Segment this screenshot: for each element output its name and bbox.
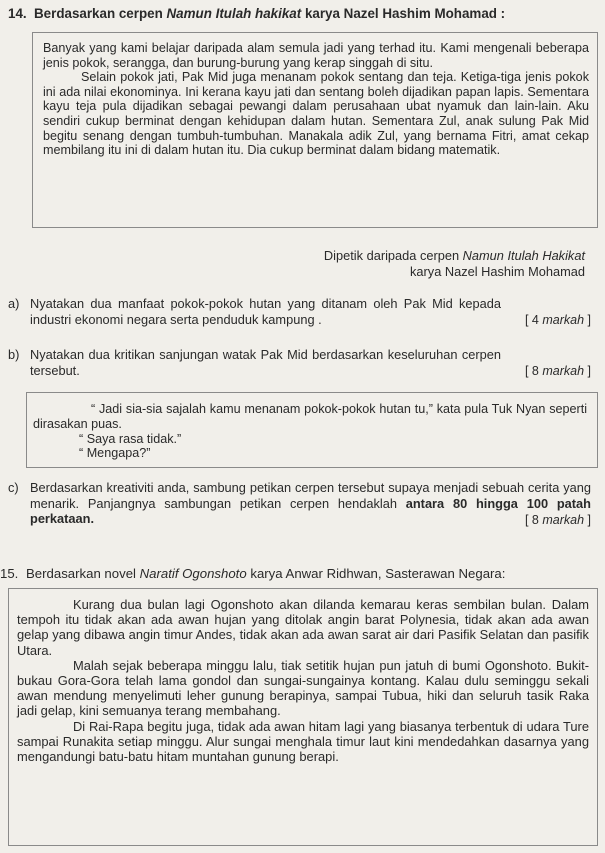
question-15-heading [0,566,600,582]
question-intro: Berdasarkan cerpen [34,6,163,21]
question-14c-word-limit: antara 80 hingga 100 patah perkataan. [30,495,591,526]
quote-box [26,392,598,468]
question-rest: karya Nazel Hashim Mohamad : [304,6,506,21]
attribution-line-1: Dipetik daripada cerpen Namun Itulah Hakikat [323,248,585,263]
question-14c-marks: [ 8 markah ] [524,512,591,527]
question-14b [8,347,591,379]
question-14c-text: Berdasarkan kreativiti anda, sambung petikan cerpen tersebut supaya menjadi sebuah cerita yang menarik. Panjangnya sambungan petikan cerpen hendaklah antara 80 hingga 100 patah perkataan. [30,480,591,526]
passage-1-paragraph-2: Selain pokok jati, Pak Mid juga menanam pokok sentang dan teja. Ketiga-tiga jenis pokok ini ada nilai ekonominya. Ini kerana kayu jati dan sentang boleh dijadikan papan lapis. Sementara kayu teja pula dijadikan sebagai pewangi dalam perusahaan ubat nyamuk dan lain-lain. Aku sendiri cukup berminat dengan kehidupan dalam hutan. Sementara Zul, anak sulung Pak Mid begitu senang dengan tumbuh-tumbuhan. Manakala adik Zul, yang bernama Fitri, amat cekap membilang itu ini di dalam hutan itu. Dia cukup berminat dalam bidang matematik. [43,70,589,158]
question-number: 15. [0,566,19,581]
quote-line-3: “ Mengapa?” [79,446,151,461]
passage-box-2 [8,588,598,846]
passage-2-paragraph-2: Malah sejak beberapa minggu lalu, tiak setitik hujan pun jatuh di bumi Ogonshoto. Bukit-bukau Gora-Gora telah lama gondol dan sungai-sungainya kontang. Kalau dulu seminggu sekali awan mendung menyelimuti leher gunung berapinya, sampai Tubua, hiki dan seluruh tasik Raka jadi gelap, kini semuanya terang membahang. [17,657,589,719]
question-14a-text: Nyatakan dua manfaat pokok-pokok hutan yang ditanam oleh Pak Mid kepada industri ekonomi negara serta penduduk kampung . [30,296,501,327]
attribution [324,248,585,280]
question-14-heading [8,6,598,22]
question-14b-text: Nyatakan dua kritikan sanjungan watak Pak Mid berdasarkan keseluruhan cerpen tersebut. [30,347,501,378]
passage-2-paragraph-3: Di Rai-Rapa begitu juga, tidak ada awan hitam lagi yang biasanya terbentuk di udara Ture sampai Runakita setiap minggu. Alur sungai menghala timur laut kini mendedahkan dasarnya yang mengandungi batu-batu hitam muntahan gunung berapi. [17,718,589,765]
attribution-line-2: karya Nazel Hashim Mohamad [410,264,585,279]
passage-2-paragraph-1: Kurang dua bulan lagi Ogonshoto akan dilanda kemarau keras sembilan bulan. Dalam tempoh itu tidak akan ada awan hujan yang ditolak angin barat Polynesia, tidak akan ada awan gelap yang dibawa angin timur Andes, tidak akan ada awan sarat air dari Pasifik Selatan dan pasifik Utara. [17,597,589,658]
passage-1-paragraph-1: Banyak yang kami belajar daripada alam semula jadi yang terhad itu. Kami mengenali beberapa jenis pokok, serangga, dan burung-burung yang kerap singgah di situ. [43,41,589,70]
question-14c [8,480,591,528]
novel-title: Naratif Ogonshoto [139,566,247,581]
question-intro: Berdasarkan novel [26,566,136,581]
question-rest: karya Anwar Ridhwan, Sasterawan Negara: [250,566,506,581]
question-14a-label: a) [8,296,20,311]
quote-line-1: “ Jadi sia-sia sajalah kamu menanam pokok-pokok hutan tu,” kata pula Tuk Nyan seperti dirasakan puas. [33,402,587,431]
question-number: 14. [8,6,27,21]
question-14b-label: b) [8,347,20,362]
question-14b-marks: [ 8 markah ] [524,363,591,378]
story-title: Namun Itulah hakikat [166,6,302,21]
question-14c-label: c) [8,480,19,495]
quote-line-2: “ Saya rasa tidak.” [79,431,182,446]
question-14a [8,296,591,328]
question-14a-marks: [ 4 markah ] [524,312,591,327]
passage-box-1 [32,32,598,228]
